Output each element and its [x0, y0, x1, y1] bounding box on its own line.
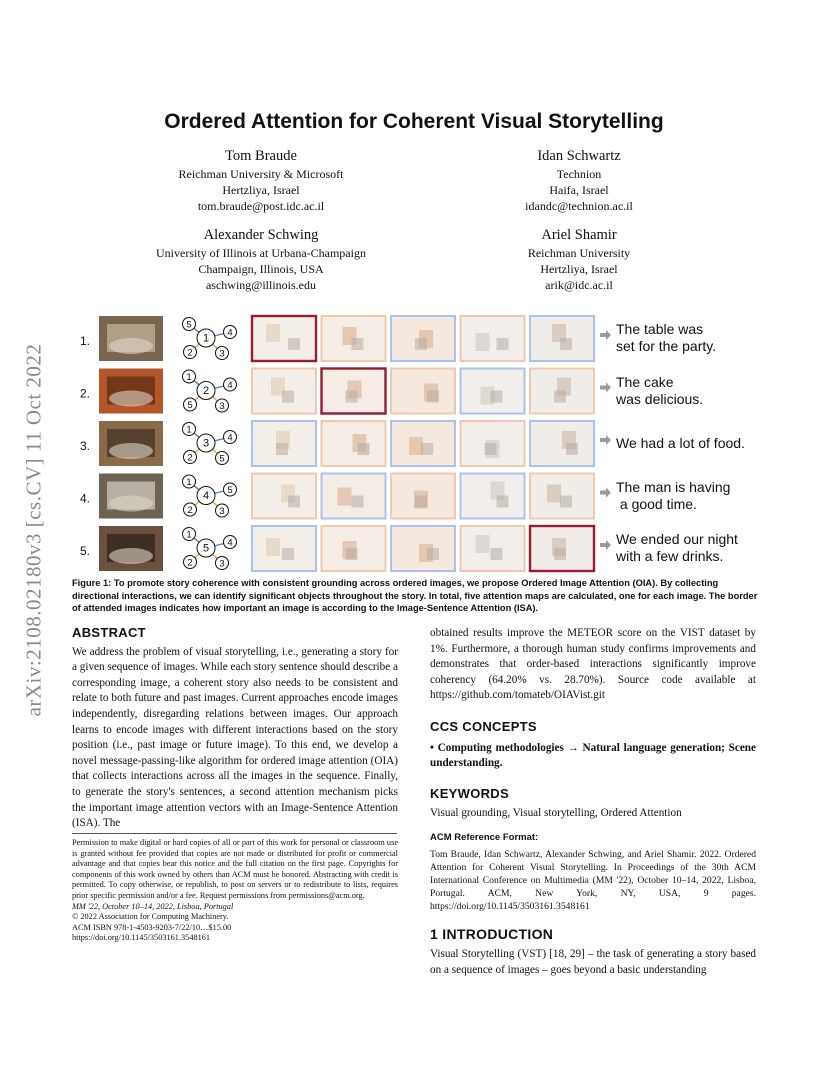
author-name: Ariel Shamir — [541, 227, 617, 243]
sentence-line: a good time. — [616, 495, 697, 512]
graph-node-label: 3 — [219, 401, 225, 412]
author-block — [468, 146, 690, 214]
row-number: 1. — [80, 334, 91, 348]
figure-1 — [78, 313, 758, 575]
story-image-detail — [109, 338, 153, 354]
attention-region — [497, 496, 509, 508]
sentence-line: with a few drinks. — [616, 548, 724, 564]
graph-node-label: 4 — [227, 380, 233, 391]
graph-node-label: 3 — [219, 506, 225, 517]
attention-region — [421, 443, 433, 455]
attention-region — [560, 496, 572, 508]
story-image-detail — [109, 548, 153, 564]
graph-node-label: 1 — [186, 424, 192, 436]
sentence-line: set for the party. — [616, 338, 717, 354]
arxiv-side-label: arXiv:2108.02180v3 [cs.CV] 11 Oct 2022 — [21, 343, 46, 717]
arrow-icon — [600, 435, 611, 445]
reference-heading: ACM Reference Format: — [430, 831, 539, 843]
attention-region — [491, 391, 503, 403]
arrow-icon — [600, 383, 611, 393]
arrow-icon — [600, 488, 611, 498]
arrow-icon — [600, 330, 611, 340]
author-affiliation: University of Illinois at Urbana-Champaign — [156, 246, 366, 260]
divider — [72, 833, 397, 834]
attention-region — [427, 548, 439, 560]
copyright: © 2022 Association for Computing Machinery. — [72, 912, 229, 922]
intro-text: Visual Storytelling (VST) [18, 29] – the task of generating a story based on a sequence of images – goes beyond a basic understanding — [430, 948, 756, 976]
row-number: 2. — [80, 386, 91, 401]
attention-map — [252, 316, 316, 361]
right-column — [430, 626, 756, 978]
attention-region — [282, 391, 294, 403]
graph-node-label: 2 — [187, 557, 193, 569]
attention-region — [554, 548, 566, 560]
attention-region — [554, 391, 566, 403]
abstract-section — [72, 625, 398, 832]
story-sentence — [616, 321, 716, 355]
graph-node-label: 2 — [187, 452, 193, 464]
row-number: 4. — [80, 491, 91, 506]
graph-node-label: 4 — [227, 327, 233, 339]
attention-region — [497, 338, 509, 350]
attention-region — [560, 338, 572, 350]
graph-node-label: 3 — [202, 437, 210, 450]
attention-region — [358, 443, 370, 455]
graph-node-label: 2 — [202, 385, 210, 397]
author-email[interactable]: idandc@technion.ac.il — [525, 199, 633, 213]
story-sentence — [616, 374, 703, 408]
figure-caption: Figure 1: To promote story coherence with consistent grounding across ordered images, we propose Ordered Image Attention (OIA). By collecting directional interactions, we can identify significant objects throughout the story. In total, five attention maps are calculated, one for each image. The border of attended images indicates how important an image is according to the Image-Sentence Attention (ISA). — [72, 578, 758, 613]
author-affiliation: Reichman University & Microsoft — [178, 167, 344, 181]
attention-region — [338, 488, 352, 506]
abstract-heading: ABSTRACT — [72, 625, 146, 640]
attention-region — [346, 391, 358, 403]
graph-node-label: 3 — [219, 558, 225, 570]
graph-node-label: 1 — [186, 529, 192, 541]
sentence-line: We ended our night — [616, 531, 738, 547]
story-image-detail — [109, 443, 153, 459]
ccs-heading: CCS CONCEPTS — [430, 718, 537, 734]
reference-text: Tom Braude, Idan Schwartz, Alexander Schwing, and Ariel Shamir. 2022. Ordered Attention for Coherent Visual Storytelling. In Proceedings of the 30th ACM International Conference on Multimedia (MM '22), October 10–14, 2022, Lisboa, Portugal. ACM, New York, NY, USA, 9 pages. https://doi.org/10.1145/3503161.3548161 — [430, 848, 756, 913]
intro-heading: 1 INTRODUCTION — [430, 925, 554, 942]
story-image-detail — [109, 496, 153, 512]
attention-region — [491, 548, 503, 560]
author-affiliation: Reichman University — [527, 246, 631, 260]
graph-node-label: 3 — [219, 348, 225, 360]
attention-region — [415, 338, 427, 350]
row-number: 3. — [80, 439, 91, 453]
attention-region — [547, 485, 561, 503]
author-name: Idan Schwartz — [537, 148, 621, 164]
graph-node-label: 5 — [219, 453, 225, 465]
permission-text: Permission to make digital or hard copies of all or part of this work for personal or classroom use is granted without fee provided that copies are not made or distributed for profit or commercial advantage and that copies bear this notice and the full citation on the first page. Copyrights for components of this work owned by others than ACM must be honored. Abstracting with credit is permitted. To copy otherwise, or republish, to post on servers or to redistribute to lists, requires prior specific permission and/or a fee. Request permissions from permissions@acm.org. — [72, 838, 398, 900]
attention-region — [415, 496, 427, 508]
venue: MM '22, October 10–14, 2022, Lisboa, Portugal — [72, 901, 234, 911]
attention-map — [461, 316, 525, 361]
attention-region — [566, 443, 578, 455]
graph-node-label: 5 — [186, 319, 192, 331]
attention-region — [352, 338, 364, 350]
attention-region — [276, 443, 288, 455]
row-number: 5. — [80, 544, 91, 558]
attention-region — [346, 548, 358, 560]
graph-node-label: 4 — [227, 537, 233, 549]
attention-region — [352, 496, 364, 508]
attention-region — [282, 548, 294, 560]
author-block — [468, 225, 690, 293]
author-email[interactable]: tom.braude@post.idc.ac.il — [197, 199, 325, 213]
attention-region — [485, 443, 497, 455]
author-email[interactable]: aschwing@illinois.edu — [205, 278, 317, 292]
attention-region — [476, 333, 490, 351]
attention-region — [266, 538, 280, 556]
sentence-line: The cake — [616, 373, 674, 390]
abstract-text: We address the problem of visual storytelling, i.e., generating a story for a given sequence of images. While each story sentence should describe a corresponding image, a coherent story also needs to be consistent and relate to both future and past images. Current approaches encode images independently, disregarding relations between images. Our approach learns to encode images with different interactions based on the story position (i.e., past image or future image). To this end, we develop a novel message-passing-like algorithm for ordered image attention (OIA) that collects interactions across all the images in the sequence. Finally, to generate the story's sentences, a second attention mechanism picks the important image attention vectors with an Image-Sentence Attention (ISA). The — [72, 645, 398, 830]
doi-link[interactable]: https://doi.org/10.1145/3503161.3548161 — [72, 933, 211, 943]
permission-notice — [72, 838, 398, 944]
author-email[interactable]: arik@idc.ac.il — [545, 278, 613, 292]
graph-node-label: 1 — [186, 372, 192, 383]
attention-region — [288, 496, 300, 508]
keywords-text: Visual grounding, Visual storytelling, Ordered Attention — [430, 807, 682, 820]
story-sentence — [616, 435, 745, 452]
isbn: ACM ISBN 978-1-4503-9203-7/22/10…$15.00 — [72, 922, 232, 932]
attention-region — [476, 535, 490, 553]
author-affiliation: Technion — [556, 167, 602, 181]
author-location: Hertzliya, Israel — [540, 262, 618, 276]
keywords-heading: KEYWORDS — [430, 785, 509, 801]
author-location: Champaign, Illinois, USA — [198, 262, 324, 276]
attention-region — [427, 391, 439, 403]
author-name: Tom Braude — [225, 148, 297, 164]
sentence-line: was delicious. — [616, 390, 704, 407]
attention-region — [266, 324, 280, 342]
attention-map — [391, 369, 455, 414]
arrow-icon — [600, 540, 611, 550]
author-block — [150, 146, 372, 214]
story-sentence — [616, 479, 730, 513]
graph-node-label: 2 — [187, 347, 193, 359]
sentence-line: The man is having — [616, 478, 731, 495]
graph-node-label: 4 — [227, 432, 233, 444]
author-location: Haifa, Israel — [549, 183, 609, 197]
abstract-text-cont: obtained results improve the METEOR score on the VIST dataset by 1%. Furthermore, a thorough human study confirms improvements and demonstrates that order-based interactions significantly improve coherency (64.20% vs. 28.70%). Source code available at https://github.com/tomateb/OIAVist.git — [430, 627, 756, 702]
author-location: Hertzliya, Israel — [222, 183, 300, 197]
graph-node-label: 2 — [187, 505, 193, 516]
graph-node-label: 5 — [227, 485, 233, 496]
paper-title: Ordered Attention for Coherent Visual Storytelling — [164, 110, 664, 133]
sentence-line: The table was — [616, 321, 704, 337]
graph-node-label: 1 — [202, 332, 210, 345]
graph-node-label: 5 — [202, 542, 210, 555]
sentence-line: We had a lot of food. — [616, 435, 745, 451]
story-image-detail — [109, 391, 153, 407]
story-sentence — [616, 531, 738, 565]
graph-node-label: 1 — [186, 477, 192, 488]
ccs-text: • Computing methodologies → Natural language generation; Scene understanding. — [430, 741, 756, 770]
graph-node-label: 5 — [187, 400, 193, 411]
attention-region — [288, 338, 300, 350]
graph-node-label: 4 — [202, 490, 210, 502]
attention-region — [409, 437, 423, 455]
author-block — [110, 225, 412, 293]
author-name: Alexander Schwing — [203, 227, 319, 243]
